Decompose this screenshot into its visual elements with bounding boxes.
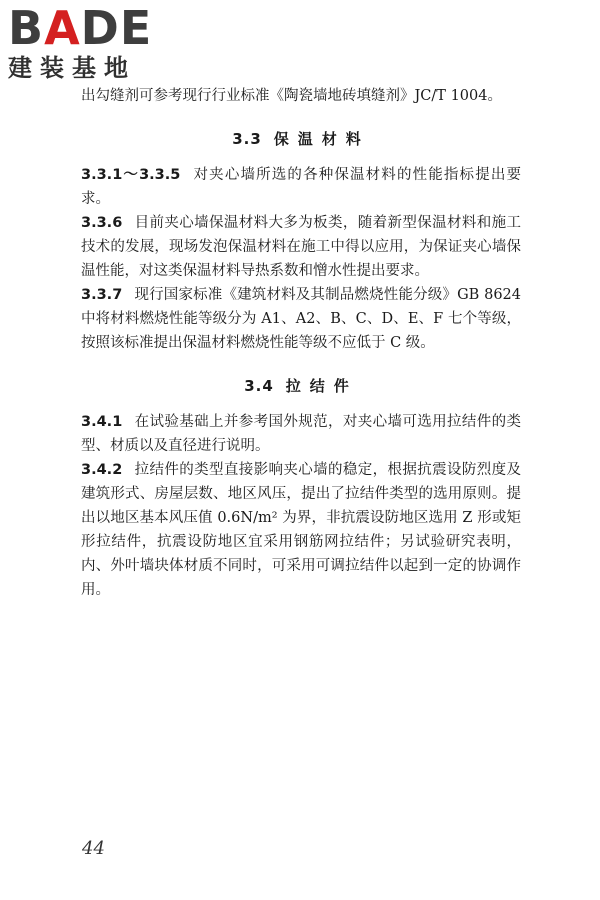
clause-text: 对夹心墙所选的各种保温材料的性能指标提出要求。 [81,167,521,207]
clause-number: 3.3.6 [81,215,123,231]
clause-3-3-6 [81,211,521,283]
clause-number: 3.4.2 [81,462,123,478]
clause-3-4-1 [81,410,521,458]
clause-3-3-1 [81,163,521,211]
logo-letter-a: A [44,1,81,55]
clause-3-3-7 [81,283,521,355]
logo-letters-de: DE [80,1,153,55]
clause-text: 在试验基础上并参考国外规范，对夹心墙可选用拉结件的类型、材质以及直径进行说明。 [81,414,521,454]
section-3-3-heading [81,128,521,149]
clause-3-4-2 [81,458,521,602]
logo-subtitle: 建装基地 [8,54,136,82]
clause-text: 目前夹心墙保温材料大多为板类，随着新型保温材料和施工技术的发展，现场发泡保温材料在施工中得以应用，为保证夹心墙保温性能，对这类保温材料导热系数和憎水性提出要求。 [81,215,521,279]
clause-text: 拉结件的类型直接影响夹心墙的稳定，根据抗震设防烈度及建筑形式、房屋层数、地区风压，提出了拉结件类型的选用原则。提出以地区基本风压值 0.6N/m² 为界，非抗震设防地区选用 Z 形或矩形拉结件，抗震设防地区宜采用钢筋网拉结件；另试验研究表明，内、外叶墙块体材质不同时，可采用可调拉结件以起到一定的协调作用。 [81,462,521,598]
clause-number: 3.4.1 [81,414,123,430]
intro-paragraph: 出勾缝剂可参考现行行业标准《陶瓷墙地砖填缝剂》JC/T 1004。 [81,88,502,104]
section-number: 3.4 [244,377,274,395]
section-title: 拉结件 [285,377,358,395]
logo-wordmark [8,1,178,55]
clause-number: 3.3.1～3.3.5 [81,167,181,183]
clause-number: 3.3.7 [81,287,123,303]
section-title: 保温材料 [273,130,370,148]
page-content [81,84,521,602]
section-3-4-heading [81,375,521,396]
logo-letter-b: B [8,1,45,55]
bade-logo [8,1,178,82]
page-number: 44 [82,838,105,859]
clause-text: 现行国家标准《建筑材料及其制品燃烧性能分级》GB 8624 中将材料燃烧性能等级分为 A1、A2、B、C、D、E、F 七个等级，按照该标准提出保温材料燃烧性能等级不应低于 C 级。 [81,287,521,351]
section-number: 3.3 [232,130,262,148]
